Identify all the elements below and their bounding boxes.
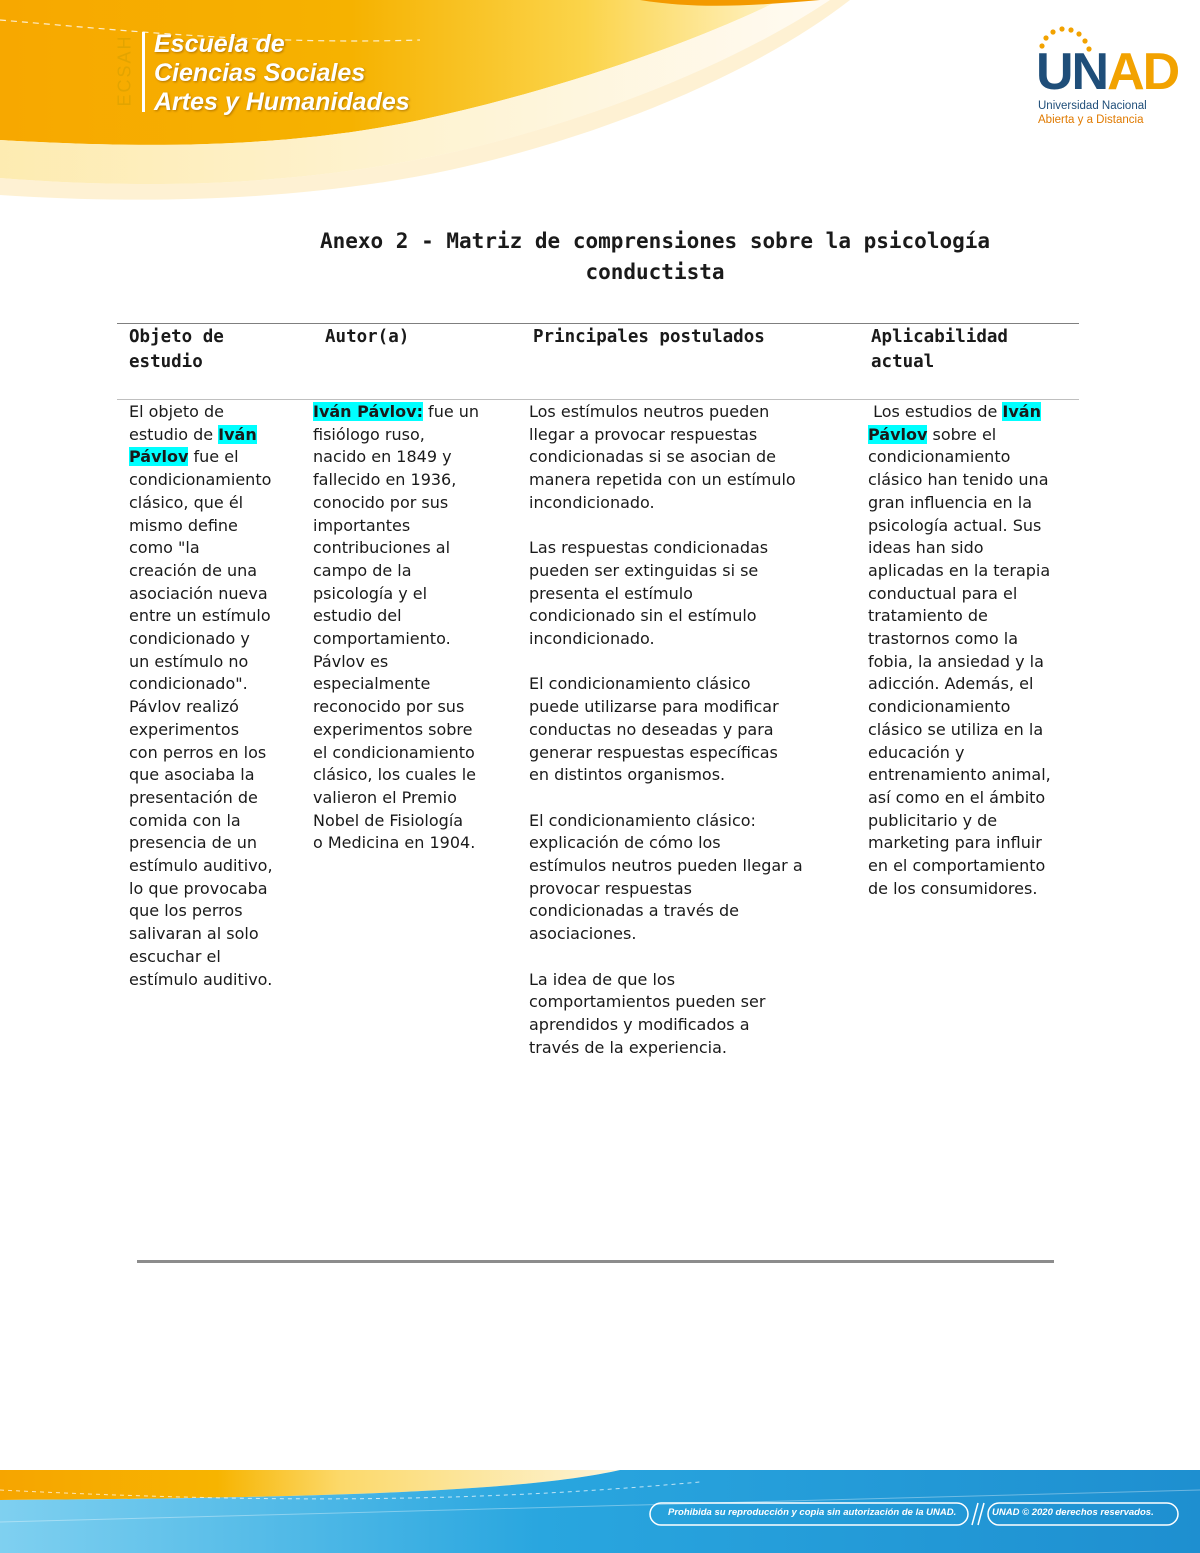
cell-autor — [313, 401, 513, 855]
cell-line: pueden ser extinguidas si se — [529, 560, 759, 580]
cell-text: Los estudios de — [868, 402, 1003, 421]
footer-copyright: UNAD © 2020 derechos reservados. — [992, 1507, 1154, 1518]
cell-line: como "la — [129, 538, 200, 558]
unad-logo — [1036, 24, 1179, 134]
cell-line: condicionamiento — [868, 697, 1011, 717]
page-title-line: conductista — [585, 260, 725, 284]
cell-line: manera repetida con un estímulo — [529, 470, 796, 490]
cell-line: entrenamiento animal, — [868, 765, 1051, 785]
cell-text: sobre el — [927, 424, 997, 444]
cell-line: escuchar el — [129, 946, 221, 966]
cell-line: clásico se utiliza en la — [868, 719, 1044, 739]
cell-line: contribuciones al — [313, 538, 451, 558]
postulado-paragraph — [529, 969, 849, 1060]
cell-line: que asociaba la — [129, 765, 255, 785]
cell-line: fisiólogo ruso, — [313, 424, 425, 444]
postulado-paragraph — [529, 673, 849, 787]
cell-line — [129, 446, 309, 469]
cell-line: trastornos como la — [868, 629, 1018, 649]
cell-line: importantes — [313, 515, 411, 535]
cell-postulados — [529, 401, 849, 1059]
cell-line: especialmente — [313, 674, 431, 694]
cell-aplicabilidad — [868, 401, 1078, 900]
cell-line — [129, 424, 309, 447]
cell-line: llegar a provocar respuestas — [529, 424, 758, 444]
cell-line: ideas han sido — [868, 538, 984, 558]
cell-line: comportamientos pueden ser — [529, 992, 766, 1012]
cell-line: El condicionamiento clásico — [529, 674, 751, 694]
cell-line: psicología actual. Sus — [868, 515, 1042, 535]
header-line: Principales postulados — [533, 327, 765, 347]
cell-line: educación y — [868, 742, 965, 762]
cell-line: psicología y el — [313, 583, 428, 603]
column-header-aplicabilidad — [871, 325, 1076, 375]
cell-line: comportamiento. — [313, 629, 451, 649]
cell-line: experimentos — [129, 719, 240, 739]
cell-line: El condicionamiento clásico: — [529, 810, 756, 830]
school-name-line: Ciencias Sociales — [154, 59, 366, 87]
cell-line: marketing para influir — [868, 833, 1042, 853]
cell-line: reconocido por sus — [313, 697, 465, 717]
cell-line: incondicionado. — [529, 492, 655, 512]
cell-line: conductas no deseadas y para — [529, 719, 774, 739]
cell-line: salivaran al solo — [129, 924, 259, 944]
cell-line: estímulo auditivo. — [129, 969, 273, 989]
table-top-rule — [117, 323, 1079, 324]
cell-line: condicionado sin el estímulo — [529, 606, 757, 626]
cell-line: Pávlov realizó — [129, 697, 239, 717]
cell-line: presenta el estímulo — [529, 583, 693, 603]
cell-text: fue un — [422, 402, 480, 421]
cell-line: condicionadas si se asocian de — [529, 447, 777, 467]
cell-line: clásico, que él — [129, 492, 244, 512]
postulado-paragraph — [529, 401, 849, 515]
cell-line: o Medicina en 1904. — [313, 833, 476, 853]
page-title-line: Anexo 2 - Matriz de comprensiones sobre la psicología — [319, 229, 991, 253]
cell-line: generar respuestas específicas — [529, 742, 778, 762]
cell-line: lo que provocaba — [129, 878, 268, 898]
highlighted-name: Pávlov — [129, 447, 189, 467]
cell-line — [868, 424, 1078, 447]
cell-line: El objeto de — [129, 402, 225, 421]
column-header-postulados — [533, 325, 853, 350]
cell-line: clásico, los cuales le — [313, 765, 476, 785]
cell-line: condicionamiento — [868, 447, 1011, 467]
cell-line: Las respuestas condicionadas — [529, 538, 769, 558]
cell-line: aplicadas en la terapia — [868, 560, 1051, 580]
postulado-paragraph — [529, 810, 849, 946]
cell-line: explicación de cómo los — [529, 833, 721, 853]
cell-line: entre un estímulo — [129, 606, 271, 626]
cell-line: conocido por sus — [313, 492, 449, 512]
cell-line: puede utilizarse para modificar — [529, 697, 779, 717]
column-header-objeto — [129, 325, 299, 375]
cell-lines — [313, 424, 513, 855]
cell-text: estudio de — [129, 424, 219, 444]
column-header-autor — [325, 325, 505, 350]
cell-line: condicionado y — [129, 629, 250, 649]
cell-line: provocar respuestas — [529, 878, 692, 898]
cell-line: La idea de que los — [529, 969, 676, 989]
cell-line: condicionadas a través de — [529, 901, 739, 921]
cell-line: estímulos neutros pueden llegar a — [529, 856, 803, 876]
cell-line: nacido en 1849 y — [313, 447, 452, 467]
cell-line: presencia de un — [129, 833, 258, 853]
cell-lines — [868, 446, 1078, 900]
cell-line: un estímulo no — [129, 651, 249, 671]
cell-objeto — [129, 401, 309, 991]
postulado-paragraph — [529, 537, 849, 651]
cell-line: fallecido en 1936, — [313, 470, 457, 490]
cell-line: valieron el Premio — [313, 787, 457, 807]
highlighted-name: Iván — [218, 424, 257, 444]
cell-line: Nobel de Fisiología — [313, 810, 464, 830]
cell-line: asociaciones. — [529, 924, 637, 944]
unad-subtitle: Universidad Nacional — [1038, 100, 1147, 112]
cell-line: creación de una — [129, 560, 258, 580]
cell-line: que los perros — [129, 901, 243, 921]
cell-line: Los estímulos neutros pueden — [529, 402, 770, 421]
cell-line: clásico han tenido una — [868, 470, 1049, 490]
cell-line: estímulo auditivo, — [129, 856, 273, 876]
cell-line: comida con la — [129, 810, 241, 830]
cell-line: condicionado". — [129, 674, 248, 694]
page-title — [255, 226, 1055, 288]
cell-line: en distintos organismos. — [529, 765, 726, 785]
unad-wordmark: UNAD — [1036, 43, 1179, 101]
cell-line: aprendidos y modificados a — [529, 1014, 750, 1034]
cell-line: tratamiento de — [868, 606, 988, 626]
cell-line: través de la experiencia. — [529, 1037, 727, 1057]
highlighted-name: Iván — [1002, 402, 1041, 421]
highlighted-name: Pávlov — [868, 424, 928, 444]
cell-line: campo de la — [313, 560, 412, 580]
cell-line: adicción. Además, el — [868, 674, 1034, 694]
footer-notice: Prohibida su reproducción y copia sin autorización de la UNAD. — [668, 1507, 957, 1518]
cell-line: conductual para el — [868, 583, 1018, 603]
cell-line: experimentos sobre — [313, 719, 473, 739]
header-line: Autor(a) — [325, 327, 410, 347]
cell-line: en el comportamiento — [868, 856, 1046, 876]
cell-line: asociación nueva — [129, 583, 268, 603]
header-line: actual — [871, 352, 935, 372]
cell-line — [313, 401, 513, 424]
cell-line: Pávlov es — [313, 651, 389, 671]
header-line: Objeto de — [129, 327, 224, 347]
cell-line: mismo define — [129, 515, 238, 535]
school-logo-divider — [142, 32, 145, 112]
cell-line: el condicionamiento — [313, 742, 475, 762]
school-name — [154, 30, 410, 117]
cell-line: con perros en los — [129, 742, 267, 762]
cell-line: presentación de — [129, 787, 258, 807]
cell-line: condicionamiento — [129, 470, 272, 490]
school-name-line: Artes y Humanidades — [154, 88, 410, 116]
school-abbrev: ECSAH — [114, 34, 135, 107]
cell-line: así como en el ámbito — [868, 787, 1046, 807]
header-line: estudio — [129, 352, 203, 372]
header-line: Aplicabilidad — [871, 327, 1008, 347]
cell-line: de los consumidores. — [868, 878, 1038, 898]
cell-lines — [129, 469, 309, 991]
highlighted-name: Iván Pávlov: — [313, 402, 423, 421]
cell-line: fobia, la ansiedad y la — [868, 651, 1044, 671]
cell-line: publicitario y de — [868, 810, 998, 830]
cell-line: estudio del — [313, 606, 402, 626]
school-name-line: Escuela de — [154, 30, 285, 58]
cell-line: incondicionado. — [529, 629, 655, 649]
table-header-rule — [117, 399, 1079, 400]
page-divider — [137, 1260, 1054, 1263]
cell-line — [868, 401, 1078, 424]
cell-line: gran influencia en la — [868, 492, 1033, 512]
cell-text: fue el — [188, 447, 239, 467]
unad-subtitle: Abierta y a Distancia — [1038, 114, 1144, 126]
